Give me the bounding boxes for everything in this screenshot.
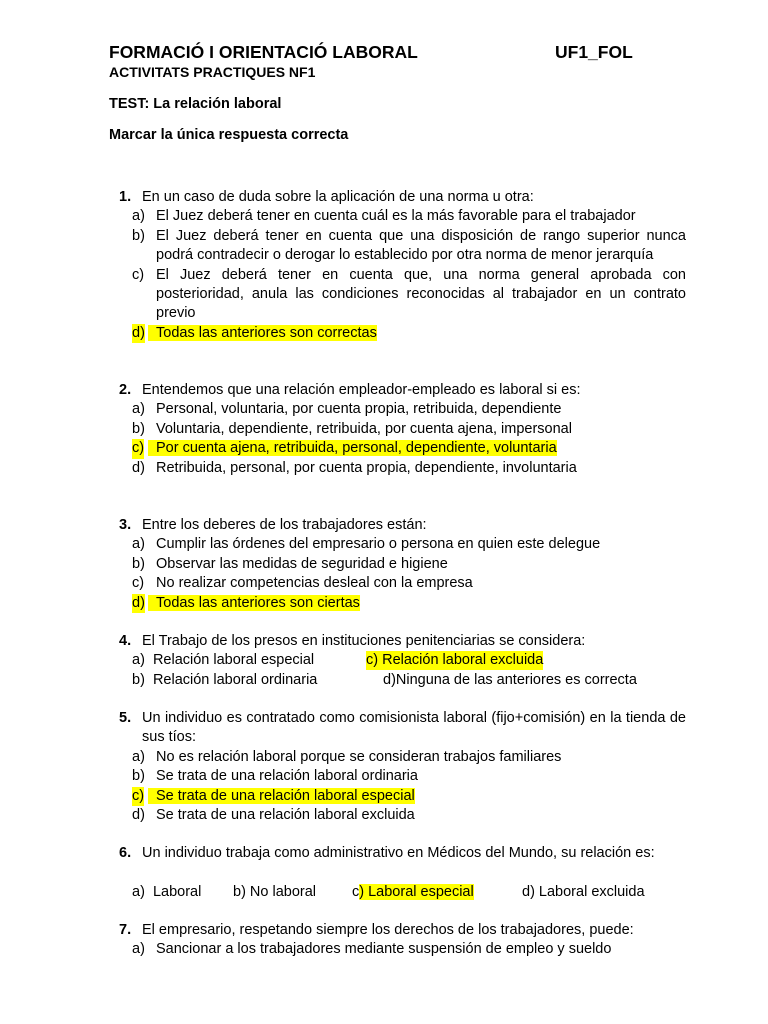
question-text: El Trabajo de los presos en instituciones penitenciarias se considera: — [142, 633, 586, 649]
option-label: d) — [132, 459, 145, 476]
option-label: a) — [132, 401, 145, 418]
option-a[interactable] — [132, 651, 314, 670]
option-text: Personal, voluntaria, por cuenta propia, retribuida, dependiente — [156, 401, 562, 418]
question-text: Un individuo trabaja como administrativo en Médicos del Mundo, su relación es: — [142, 845, 655, 861]
question-number: 5. — [119, 710, 132, 726]
option-text: Voluntaria, dependiente, retribuida, por cuenta ajena, impersonal — [156, 420, 572, 437]
option-a[interactable] — [119, 400, 686, 419]
question-4 — [119, 632, 686, 651]
document-title: FORMACIÓ I ORIENTACIÓ LABORAL — [109, 42, 418, 62]
question-7 — [119, 921, 686, 960]
question-1 — [119, 188, 686, 343]
option-label: a) — [132, 652, 145, 668]
option-d[interactable] — [119, 324, 686, 343]
option-text-highlighted: Todas las anteriores son ciertas — [148, 595, 360, 611]
option-c[interactable] — [119, 787, 686, 806]
instruction-text: Marcar la única respuesta correcta — [109, 127, 349, 143]
option-label: c — [352, 884, 360, 900]
option-a[interactable] — [119, 940, 686, 959]
option-c[interactable] — [119, 439, 686, 458]
option-a[interactable] — [119, 207, 686, 226]
option-label: c) — [132, 787, 144, 806]
option-label: a) — [132, 536, 145, 553]
option-d[interactable]: d) Laboral excluida — [522, 884, 645, 900]
question-number: 3. — [119, 517, 132, 533]
option-label: a) — [132, 884, 145, 900]
question-5 — [119, 709, 686, 825]
option-text: Retribuida, personal, por cuenta propia, dependiente, involuntaria — [156, 459, 577, 476]
option-label: b) — [132, 420, 145, 437]
option-text: Laboral — [152, 884, 202, 900]
question-3 — [119, 516, 686, 613]
option-a[interactable] — [119, 748, 686, 767]
option-label: b) — [132, 672, 145, 688]
option-text: Cumplir las órdenes del empresario o persona en quien este delegue — [156, 536, 601, 553]
option-c[interactable] — [119, 266, 686, 324]
option-text: No es relación laboral porque se consideran trabajos familiares — [156, 748, 562, 765]
question-number: 2. — [119, 382, 132, 398]
option-text-highlighted: Se trata de una relación laboral especial — [148, 788, 415, 804]
option-text: Observar las medidas de seguridad e higiene — [156, 555, 448, 572]
question-number: 6. — [119, 845, 132, 861]
question-text: Un individuo es contratado como comisionista laboral (fijo+comisión) en la tienda de sus tíos: — [142, 710, 686, 746]
option-text: El Juez deberá tener en cuenta que, una norma general aprobada con posterioridad, anula las condiciones reconocidas al trabajador en un contrato previo — [156, 266, 686, 322]
question-number: 4. — [119, 633, 132, 649]
option-text: Relación laboral especial — [152, 652, 315, 668]
option-label: c) — [132, 575, 145, 592]
option-c[interactable] — [119, 574, 686, 593]
option-d[interactable] — [119, 459, 686, 478]
option-text-highlighted: Por cuenta ajena, retribuida, personal, dependiente, voluntaria — [148, 440, 557, 456]
option-b[interactable]: b) No laboral — [233, 884, 317, 900]
option-text: Sancionar a los trabajadores mediante suspensión de empleo y sueldo — [156, 941, 612, 958]
option-text: El Juez deberá tener en cuenta cuál es la más favorable para el trabajador — [156, 208, 636, 225]
option-label: a) — [132, 941, 145, 958]
option-b[interactable] — [119, 555, 686, 574]
option-label: b) — [132, 768, 145, 785]
option-d[interactable] — [119, 806, 686, 825]
question-text: El empresario, respetando siempre los derechos de los trabajadores, puede: — [142, 922, 634, 938]
option-text-highlighted: Todas las anteriores son correctas — [148, 325, 377, 341]
option-label: d) — [132, 324, 145, 343]
question-text: Entendemos que una relación empleador-empleado es laboral si es: — [142, 382, 581, 398]
question-number: 7. — [119, 922, 132, 938]
option-a[interactable] — [132, 883, 201, 902]
option-label: c) — [132, 266, 145, 283]
question-text: En un caso de duda sobre la aplicación de una norma u otra: — [142, 189, 534, 205]
option-label: b) — [132, 227, 145, 244]
question-6 — [119, 844, 686, 863]
option-b[interactable] — [119, 767, 686, 786]
option-b[interactable] — [119, 420, 686, 439]
option-label: b) — [132, 555, 145, 572]
option-label: a) — [132, 748, 145, 765]
unit-code: UF1_FOL — [555, 42, 633, 62]
document-subtitle: ACTIVITATS PRACTIQUES NF1 — [109, 64, 316, 80]
option-text: Relación laboral ordinaria — [152, 672, 318, 688]
option-text-highlighted: ) Laboral especial — [359, 884, 474, 900]
option-c[interactable] — [352, 883, 474, 902]
option-label: a) — [132, 208, 145, 225]
test-title: TEST: La relación laboral — [109, 96, 282, 112]
option-text: Se trata de una relación laboral ordinaria — [156, 768, 418, 785]
option-a[interactable] — [119, 535, 686, 554]
option-c-highlighted[interactable]: c) Relación laboral excluida — [366, 651, 543, 670]
option-d[interactable]: d)Ninguna de las anteriores es correcta — [383, 672, 637, 688]
option-b[interactable] — [119, 227, 686, 266]
option-label: d) — [132, 807, 145, 824]
question-text: Entre los deberes de los trabajadores están: — [142, 517, 427, 533]
option-text: El Juez deberá tener en cuenta que una disposición de rango superior nunca podrá contradecir o derogar lo establecido por otra norma de menor jerarquía — [156, 227, 686, 264]
question-2 — [119, 381, 686, 478]
option-d[interactable] — [119, 594, 686, 613]
option-text: No realizar competencias desleal con la empresa — [156, 575, 473, 592]
option-label: c) — [132, 439, 144, 458]
option-b[interactable] — [132, 671, 317, 690]
question-number: 1. — [119, 189, 132, 205]
option-text: Se trata de una relación laboral excluida — [156, 807, 415, 824]
option-label: d) — [132, 594, 145, 613]
